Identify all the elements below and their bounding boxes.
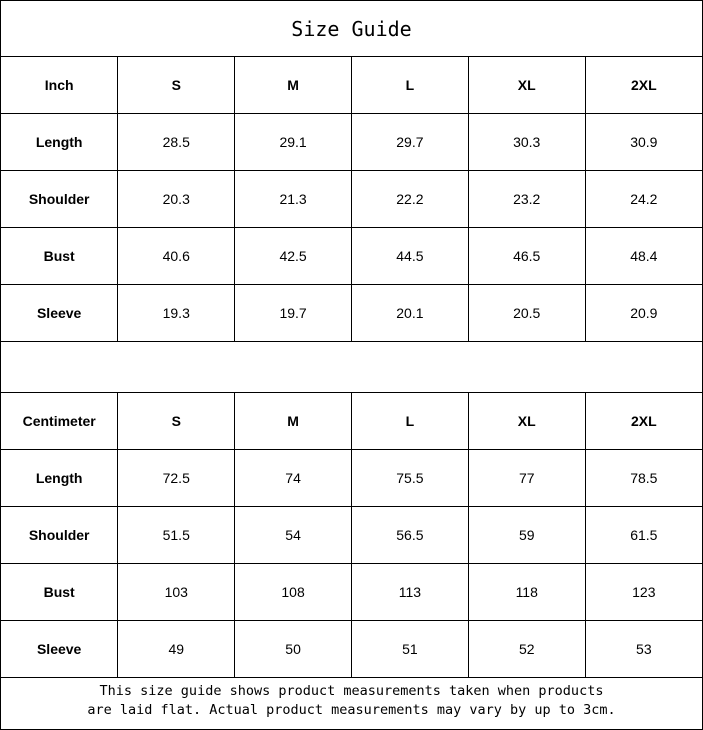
table-cell: 54 [235, 507, 352, 564]
table-cell: 30.9 [585, 114, 702, 171]
table-cell: 103 [118, 564, 235, 621]
table-cell: 30.3 [468, 114, 585, 171]
note-line: This size guide shows product measurements taken when products [99, 683, 604, 699]
table-cell: 23.2 [468, 171, 585, 228]
size-header: 2XL [585, 57, 702, 114]
table-row [1, 114, 702, 171]
size-header: S [118, 57, 235, 114]
size-header: M [235, 57, 352, 114]
table-cell: 46.5 [468, 228, 585, 285]
row-label: Length [1, 114, 118, 171]
table-row [1, 507, 702, 564]
table-cell: 21.3 [235, 171, 352, 228]
centimeter-size-table [1, 393, 702, 678]
row-label: Sleeve [1, 285, 118, 342]
row-label: Shoulder [1, 507, 118, 564]
unit-label: Inch [1, 57, 118, 114]
size-header: XL [468, 393, 585, 450]
table-cell: 19.7 [235, 285, 352, 342]
table-cell: 29.7 [351, 114, 468, 171]
inch-size-table [1, 57, 702, 342]
table-cell: 78.5 [585, 450, 702, 507]
table-cell: 75.5 [351, 450, 468, 507]
table-row [1, 450, 702, 507]
table-cell: 108 [235, 564, 352, 621]
table-cell: 24.2 [585, 171, 702, 228]
table-cell: 74 [235, 450, 352, 507]
table-cell: 42.5 [235, 228, 352, 285]
table-cell: 19.3 [118, 285, 235, 342]
size-header: XL [468, 57, 585, 114]
table-cell: 22.2 [351, 171, 468, 228]
table-cell: 52 [468, 621, 585, 678]
row-label: Length [1, 450, 118, 507]
size-header: M [235, 393, 352, 450]
table-row [1, 285, 702, 342]
table-cell: 61.5 [585, 507, 702, 564]
row-label: Sleeve [1, 621, 118, 678]
size-header: S [118, 393, 235, 450]
table-header-row [1, 393, 702, 450]
table-cell: 72.5 [118, 450, 235, 507]
table-cell: 49 [118, 621, 235, 678]
size-header: L [351, 393, 468, 450]
table-cell: 44.5 [351, 228, 468, 285]
table-cell: 40.6 [118, 228, 235, 285]
table-cell: 51 [351, 621, 468, 678]
table-cell: 123 [585, 564, 702, 621]
table-cell: 28.5 [118, 114, 235, 171]
table-cell: 50 [235, 621, 352, 678]
row-label: Shoulder [1, 171, 118, 228]
table-row [1, 621, 702, 678]
table-cell: 77 [468, 450, 585, 507]
row-label: Bust [1, 564, 118, 621]
size-header: 2XL [585, 393, 702, 450]
table-cell: 29.1 [235, 114, 352, 171]
table-cell: 53 [585, 621, 702, 678]
table-cell: 20.1 [351, 285, 468, 342]
table-cell: 20.3 [118, 171, 235, 228]
table-cell: 20.9 [585, 285, 702, 342]
table-cell: 113 [351, 564, 468, 621]
table-spacer [1, 337, 702, 393]
table-row [1, 228, 702, 285]
note-line: are laid flat. Actual product measurements may vary by up to 3cm. [87, 702, 616, 718]
table-row [1, 171, 702, 228]
row-label: Bust [1, 228, 118, 285]
unit-label: Centimeter [1, 393, 118, 450]
table-cell: 51.5 [118, 507, 235, 564]
table-cell: 48.4 [585, 228, 702, 285]
measurement-note [1, 673, 702, 729]
page-title: Size Guide [1, 1, 702, 57]
size-header: L [351, 57, 468, 114]
table-cell: 59 [468, 507, 585, 564]
table-cell: 56.5 [351, 507, 468, 564]
table-row [1, 564, 702, 621]
table-header-row [1, 57, 702, 114]
table-cell: 20.5 [468, 285, 585, 342]
table-cell: 118 [468, 564, 585, 621]
